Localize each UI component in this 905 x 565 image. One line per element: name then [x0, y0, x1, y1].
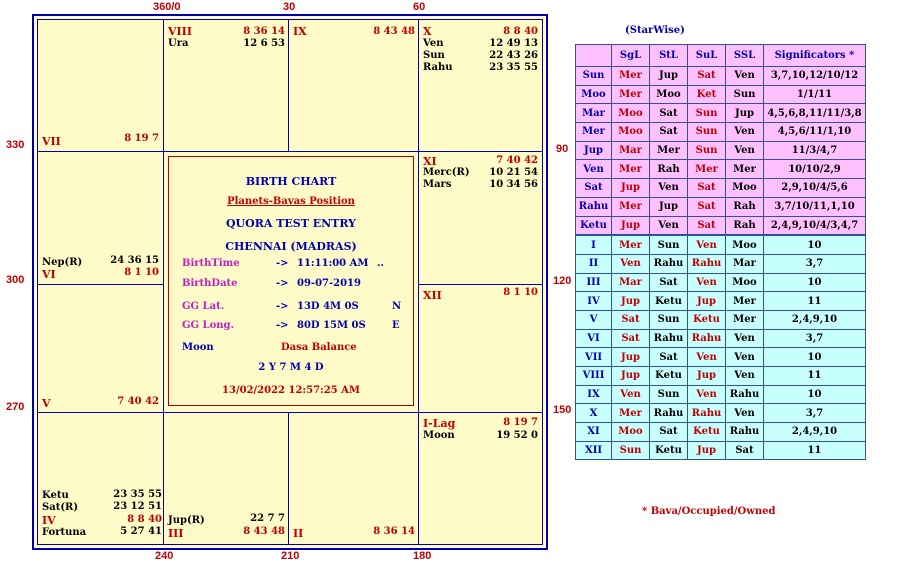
table-row	[576, 197, 866, 216]
table-cell: Jup	[650, 67, 688, 86]
house-degree: 8 19 7	[124, 133, 159, 144]
table-row	[576, 179, 866, 198]
row-label: Moo	[576, 85, 612, 104]
table-cell: 10	[764, 385, 866, 404]
table-cell: Ven	[688, 235, 726, 254]
table-cell: Mer	[612, 235, 650, 254]
grid-line	[418, 284, 543, 285]
table-cell: 10	[764, 348, 866, 367]
table-cell: Ven	[612, 254, 650, 273]
table-cell: 3,7	[764, 404, 866, 423]
table-cell: Mer	[726, 160, 764, 179]
table-cell: Sat	[612, 329, 650, 348]
house-label: VII	[42, 135, 61, 148]
table-cell: Rahu	[650, 329, 688, 348]
table-cell: Rahu	[726, 423, 764, 442]
gg-lat-label: GG Lat.	[182, 301, 225, 312]
gg-long-value: 80D 15M 0S	[297, 320, 366, 331]
house-label: IV	[42, 514, 56, 527]
row-label: II	[576, 254, 612, 273]
planet-name: Jup(R)	[168, 515, 205, 526]
planet-name: Ven	[423, 38, 444, 49]
planet-degree: 24 36 15	[110, 255, 159, 266]
table-cell: Rah	[726, 197, 764, 216]
table-cell: Jup	[650, 197, 688, 216]
house-degree: 8 19 7	[503, 417, 538, 428]
table-cell: Sat	[688, 216, 726, 235]
planet-name: Moon	[423, 430, 455, 441]
table-cell: Moo	[612, 104, 650, 123]
planet-name: Mars	[423, 179, 452, 190]
table-cell: 11	[764, 367, 866, 386]
table-cell: Mer	[612, 67, 650, 86]
planet-degree: 22 7 7	[250, 513, 285, 524]
table-cell: Jup	[688, 367, 726, 386]
table-row	[576, 423, 866, 442]
table-cell: Jup	[688, 292, 726, 311]
degree-label-left: 300	[6, 274, 25, 286]
table-caption: (StarWise)	[625, 25, 685, 36]
planet-name: Ura	[168, 38, 189, 49]
table-cell: Sun	[650, 385, 688, 404]
table-row	[576, 104, 866, 123]
table-cell: Ven	[650, 216, 688, 235]
table-cell: 3,7	[764, 254, 866, 273]
house-label: IX	[293, 25, 307, 38]
table-cell: Moo	[726, 273, 764, 292]
row-label: X	[576, 404, 612, 423]
row-label: VI	[576, 329, 612, 348]
table-cell: Sat	[650, 273, 688, 292]
row-label: Ven	[576, 160, 612, 179]
table-row	[576, 67, 866, 86]
table-cell: Ketu	[688, 423, 726, 442]
house-degree: 8 43 48	[243, 526, 285, 537]
table-cell: Jup	[612, 348, 650, 367]
arrow: ->	[276, 278, 289, 289]
table-cell: Ketu	[650, 292, 688, 311]
degree-label-top: 360/0	[153, 1, 181, 13]
table-cell: 11	[764, 292, 866, 311]
row-label: VII	[576, 348, 612, 367]
table-cell: Mar	[612, 273, 650, 292]
grid-line	[163, 19, 164, 151]
table-row	[576, 292, 866, 311]
table-cell: Mer	[612, 404, 650, 423]
table-cell: Sat	[726, 441, 764, 460]
table-cell: Rahu	[688, 254, 726, 273]
table-cell: 1/1/11	[764, 85, 866, 104]
table-row	[576, 404, 866, 423]
table-row	[576, 123, 866, 142]
row-label: III	[576, 273, 612, 292]
table-cell: Sun	[688, 123, 726, 142]
planet-name: Nep(R)	[42, 257, 83, 268]
table-cell: Sun	[726, 85, 764, 104]
table-footnote: * Bava/Occupied/Owned	[642, 506, 776, 517]
table-cell: Ketu	[650, 441, 688, 460]
birth-time-extra: ..	[377, 258, 384, 269]
table-row	[576, 441, 866, 460]
table-cell: Ven	[726, 404, 764, 423]
birth-time-label: BirthTime	[182, 258, 240, 269]
planet-degree: 19 52 0	[496, 430, 538, 441]
table-cell: 11	[764, 441, 866, 460]
house-degree: 8 1 10	[124, 267, 159, 278]
table-cell: Sat	[650, 348, 688, 367]
table-cell: 11/3/4,7	[764, 141, 866, 160]
table-cell: Mer	[726, 292, 764, 311]
table-cell: Sat	[650, 423, 688, 442]
chart-subtitle: Planets-Bavas Position	[227, 196, 355, 207]
table-cell: Sat	[688, 197, 726, 216]
house-degree: 7 40 42	[496, 155, 538, 166]
table-cell: Rahu	[688, 404, 726, 423]
table-cell: Rah	[650, 160, 688, 179]
table-header: Significators *	[764, 45, 866, 67]
degree-label-right: 90	[556, 143, 569, 155]
row-label: Mar	[576, 104, 612, 123]
house-label: XII	[423, 289, 442, 302]
arrow: ->	[276, 320, 289, 331]
table-cell: Jup	[612, 292, 650, 311]
house-label: XI	[423, 155, 437, 168]
grid-line	[37, 412, 543, 413]
table-cell: 10	[764, 235, 866, 254]
planet-name: Rahu	[423, 62, 453, 73]
table-cell: Rah	[726, 216, 764, 235]
grid-line	[288, 412, 289, 545]
table-cell: Jup	[726, 104, 764, 123]
table-cell: Sun	[688, 104, 726, 123]
planet-degree: 12 6 53	[243, 38, 285, 49]
row-label: Sun	[576, 67, 612, 86]
row-label: I	[576, 235, 612, 254]
table-row	[576, 235, 866, 254]
table-row	[576, 216, 866, 235]
table-cell: 3,7/10/11,1,10	[764, 197, 866, 216]
row-label: Jup	[576, 141, 612, 160]
table-row	[576, 310, 866, 329]
birth-date-label: BirthDate	[182, 278, 238, 289]
table-cell: Mer	[612, 197, 650, 216]
grid-line	[418, 19, 419, 545]
dasa-balance-value: 2 Y 7 M 4 D	[258, 362, 324, 373]
grid-line	[163, 412, 164, 545]
table-cell: Jup	[612, 367, 650, 386]
row-label: XI	[576, 423, 612, 442]
gg-long-direction: E	[392, 320, 400, 331]
degree-label-bottom: 240	[155, 550, 174, 562]
table-cell: Rahu	[726, 385, 764, 404]
table-cell: Mar	[612, 141, 650, 160]
house-label: X	[423, 25, 432, 38]
row-label: V	[576, 310, 612, 329]
degree-label-left: 270	[6, 401, 25, 413]
table-cell: Jup	[612, 216, 650, 235]
table-cell: Mar	[726, 254, 764, 273]
table-cell: Ven	[726, 67, 764, 86]
planet-degree: 10 34 56	[489, 179, 538, 190]
table-row	[576, 273, 866, 292]
row-label: IV	[576, 292, 612, 311]
house-label: II	[293, 527, 304, 540]
house-degree: 8 36 14	[373, 526, 415, 537]
table-cell: 4,5,6,8,11/11/3,8	[764, 104, 866, 123]
grid-line	[288, 19, 289, 151]
house-label: III	[168, 527, 184, 540]
table-cell: 10/10/2,9	[764, 160, 866, 179]
table-cell: Ket	[688, 85, 726, 104]
row-label: Ketu	[576, 216, 612, 235]
table-cell: Ketu	[688, 310, 726, 329]
entry-name: QUORA TEST ENTRY	[225, 217, 357, 230]
degree-label-right: 120	[553, 275, 572, 287]
table-cell: Sun	[688, 141, 726, 160]
table-cell: 2,4,9,10/4/3,4,7	[764, 216, 866, 235]
table-cell: Ven	[650, 179, 688, 198]
planet-degree: 5 27 41	[120, 526, 162, 537]
table-cell: Ven	[726, 123, 764, 142]
table-header: StL	[650, 45, 688, 67]
table-cell: Sat	[688, 67, 726, 86]
arrow: ->	[276, 301, 289, 312]
table-header	[576, 45, 612, 67]
table-cell: Rahu	[688, 329, 726, 348]
planet-name: Sat(R)	[42, 502, 79, 513]
house-degree: 8 43 48	[373, 26, 415, 37]
planet-degree: 10 21 54	[489, 167, 538, 178]
table-cell: Ketu	[650, 367, 688, 386]
table-cell: Moo	[650, 85, 688, 104]
degree-label-bottom: 210	[281, 550, 300, 562]
table-cell: Jup	[688, 441, 726, 460]
house-label: I-Lag	[423, 417, 456, 430]
planet-degree: 23 35 55	[113, 489, 162, 500]
row-label: Mer	[576, 123, 612, 142]
table-cell: 3,7	[764, 329, 866, 348]
table-cell: Mer	[726, 310, 764, 329]
row-label: VIII	[576, 367, 612, 386]
place-name: CHENNAI (MADRAS)	[225, 240, 357, 253]
planet-degree: 23 12 51	[113, 501, 162, 512]
table-cell: Mer	[612, 85, 650, 104]
degree-label-top: 30	[283, 1, 296, 13]
table-cell: Rahu	[650, 254, 688, 273]
grid-line	[37, 284, 163, 285]
table-cell: Moo	[612, 123, 650, 142]
degree-label-left: 330	[6, 139, 25, 151]
gg-lat-direction: N	[392, 301, 402, 312]
table-cell: Ven	[726, 348, 764, 367]
house-label: V	[42, 397, 51, 410]
table-cell: Ven	[688, 348, 726, 367]
row-label: Sat	[576, 179, 612, 198]
gg-long-label: GG Long.	[182, 320, 235, 331]
table-cell: 3,7,10,12/10/12	[764, 67, 866, 86]
row-label: IX	[576, 385, 612, 404]
birth-date-value: 09-07-2019	[297, 278, 361, 289]
table-cell: Ven	[688, 273, 726, 292]
dasa-balance-label: Dasa Balance	[281, 342, 357, 353]
planet-degree: 22 43 26	[489, 50, 538, 61]
house-degree: 8 36 14	[243, 26, 285, 37]
table-cell: Sat	[612, 310, 650, 329]
table-cell: Moo	[726, 179, 764, 198]
table-cell: Ven	[612, 385, 650, 404]
moon-label: Moon	[182, 342, 214, 353]
table-cell: 2,4,9,10	[764, 423, 866, 442]
table-row	[576, 85, 866, 104]
table-row	[576, 367, 866, 386]
table-cell: Ven	[726, 367, 764, 386]
table-header: SSL	[726, 45, 764, 67]
house-degree: 8 1 10	[503, 287, 538, 298]
table-cell: Sat	[650, 104, 688, 123]
table-cell: Sun	[650, 310, 688, 329]
table-cell: Sun	[650, 235, 688, 254]
row-label: Rahu	[576, 197, 612, 216]
table-row	[576, 385, 866, 404]
gg-lat-value: 13D 4M 0S	[297, 301, 359, 312]
table-cell: Jup	[612, 179, 650, 198]
house-label: VIII	[168, 25, 192, 38]
table-cell: 2,4,9,10	[764, 310, 866, 329]
table-cell: Rahu	[650, 404, 688, 423]
table-cell: Ven	[726, 141, 764, 160]
chart-timestamp: 13/02/2022 12:57:25 AM	[222, 385, 360, 396]
table-cell: Ven	[726, 329, 764, 348]
table-cell: 2,9,10/4/5,6	[764, 179, 866, 198]
table-header: SuL	[688, 45, 726, 67]
degree-label-right: 150	[553, 404, 572, 416]
table-cell: Sun	[612, 441, 650, 460]
table-row	[576, 160, 866, 179]
significators-table	[575, 44, 866, 460]
degree-label-top: 60	[413, 1, 426, 13]
table-cell: Mer	[650, 141, 688, 160]
table-cell: Sat	[688, 179, 726, 198]
grid-line	[163, 151, 164, 412]
birth-time-value: 11:11:00 AM	[297, 258, 369, 269]
planet-name: Merc(R)	[423, 167, 470, 178]
planet-name: Ketu	[42, 490, 69, 501]
planet-name: Sun	[423, 50, 445, 61]
degree-label-bottom: 180	[413, 550, 432, 562]
table-cell: Ven	[688, 385, 726, 404]
table-cell: Sat	[650, 123, 688, 142]
table-cell: Moo	[726, 235, 764, 254]
table-cell: Moo	[612, 423, 650, 442]
table-row	[576, 141, 866, 160]
planet-degree: 12 49 13	[489, 38, 538, 49]
table-cell: 4,5,6/11/1,10	[764, 123, 866, 142]
house-degree: 8 8 40	[127, 514, 162, 525]
house-degree: 7 40 42	[117, 396, 159, 407]
table-header: SgL	[612, 45, 650, 67]
table-row	[576, 329, 866, 348]
table-cell: 10	[764, 273, 866, 292]
planet-degree: 23 35 55	[489, 62, 538, 73]
table-cell: Mer	[688, 160, 726, 179]
chart-title: BIRTH CHART	[245, 175, 337, 188]
arrow: ->	[276, 258, 289, 269]
table-row	[576, 254, 866, 273]
row-label: XII	[576, 441, 612, 460]
house-label: VI	[42, 268, 56, 281]
table-cell: Mer	[612, 160, 650, 179]
planet-name: Fortuna	[42, 527, 87, 538]
house-degree: 8 8 40	[503, 26, 538, 37]
table-row	[576, 348, 866, 367]
